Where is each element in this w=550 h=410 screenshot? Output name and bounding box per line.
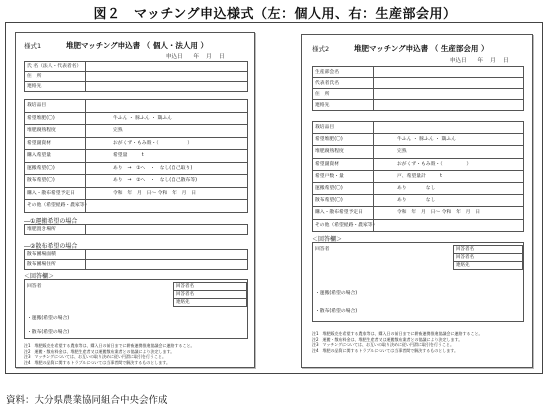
form-row-value: おがくず・もみ殻・（ ） <box>397 161 472 167</box>
form-row-label: 購入・散布希望予定日 <box>315 210 363 216</box>
form-row-label: 散布希望(〇) <box>315 198 343 204</box>
form-row <box>24 162 248 176</box>
column-divider <box>85 82 86 91</box>
form-row-value: 令和 年 月 日～ 令和 年 月 日 <box>397 210 481 216</box>
column-divider <box>373 195 374 206</box>
reply-heading: ＜回答欄＞ <box>312 236 343 243</box>
column-divider <box>373 146 374 157</box>
form-row-label: 氏 名（法人・代表者名） <box>27 64 82 69</box>
column-divider <box>373 183 374 194</box>
right-form <box>301 34 533 368</box>
form-title: 堆肥マッチング申込書 （ 生産部会用 ） <box>354 44 489 53</box>
form-row-label: 希望副資材 <box>27 140 51 146</box>
form-row <box>24 174 248 188</box>
form-row <box>24 224 248 235</box>
form-row-label: 散布希望(〇) <box>27 178 55 183</box>
form-row-value: あり → ①へ ・ なし(自己取り) <box>113 165 193 171</box>
note-line: 注1 堆肥販売を希望する農家等は、購入日の前日までに耕畜連携推進協議会に連絡すること。 <box>312 331 483 336</box>
column-divider <box>373 207 374 218</box>
form-row-label: 堆肥置き場所 <box>27 227 56 232</box>
reply-transport-line: ・運搬(希望の場合) <box>27 316 70 321</box>
form-row-label: 住 所 <box>27 74 42 79</box>
form-row-value: 令和 年 月 日～ 令和 年 月 日 <box>113 190 197 196</box>
column-divider <box>85 163 86 175</box>
section-spread-heading: ―②散布希望の場合 <box>24 243 78 250</box>
note-line: 注2 運搬・散布料金は、堆肥生産者又は運搬散布業者との協議により決定します。 <box>312 336 463 342</box>
form-row-value: あり なし <box>397 186 436 191</box>
reply-contact-label: 回答者名 <box>456 247 474 252</box>
reply-contact-label: 回答者名 <box>176 284 194 289</box>
form-row-label: その他（希望経路・農家等） <box>315 222 378 228</box>
form-row <box>24 137 248 151</box>
form-row-value: 牛ふん ・ 豚ふん ・ 鶏ふん <box>397 137 456 143</box>
form-row <box>312 99 524 111</box>
form-row-label: その他（希望経路・農家等） <box>27 203 90 208</box>
form-label: 様式1 <box>24 42 42 50</box>
column-divider <box>85 62 86 71</box>
form-row-label: 代表者氏名 <box>315 81 339 86</box>
form-row <box>312 219 524 232</box>
form-row-label: 連絡先 <box>315 103 330 108</box>
column-divider <box>85 250 86 259</box>
form-row-label: 運搬希望(〇) <box>315 186 343 191</box>
form-row-value: 完熟 <box>113 128 123 133</box>
reply-contact-label: 連絡先 <box>456 263 470 268</box>
note-line: 注3 マッチングについては、お互いの取り決めに従い円滑に取引を行うこと。 <box>24 354 167 359</box>
column-divider <box>85 72 86 81</box>
form-row-label: 希望戸数・量 <box>315 173 344 179</box>
form-row <box>24 187 248 201</box>
column-divider <box>85 200 86 212</box>
form-row-label: 運搬希望(〇) <box>27 165 55 171</box>
reply-contact-label: 連絡先 <box>176 300 190 305</box>
form-row <box>312 145 524 158</box>
column-divider <box>85 100 86 112</box>
column-divider <box>85 113 86 125</box>
form-row <box>24 149 248 163</box>
note-line: 注1 堆肥販売を希望する農家等は、購入日の前日までに耕畜連携推進協議会に連絡すること。 <box>24 343 195 348</box>
form-row-label: 希望副資材 <box>315 161 339 167</box>
note-line: 注3 マッチングについては、お互いの取り決めに従い円滑に取引を行うこと。 <box>312 342 455 347</box>
note-line: 注2 運搬・散布料金は、堆肥生産者又は運搬散布業者との協議により決定します。 <box>24 348 175 354</box>
form-row-label: 栽培品目 <box>315 125 335 130</box>
reply-transport-line: ・運搬(希望の場合) <box>315 291 358 296</box>
form-row-value: あり → ②へ ・ なし(自己散布等) <box>113 178 198 183</box>
form-row-label: 購入希望量 <box>27 153 51 158</box>
reply-contact-row <box>453 261 523 270</box>
form-row-label: 散布圃場住所 <box>27 262 56 267</box>
form-row-label: 散布圃場面積 <box>27 252 56 257</box>
form-row-label: 生産部会名 <box>315 70 339 75</box>
form-row <box>312 133 524 146</box>
column-divider <box>85 260 86 269</box>
form-row-label: 住 所 <box>315 92 330 97</box>
figure-title: 図２ マッチング申込様式（左：個人用、右：生産部会用） <box>93 7 457 22</box>
column-divider <box>85 138 86 150</box>
form-row <box>312 170 524 183</box>
form-row <box>24 99 248 113</box>
reply-contact-label: 回答者名 <box>176 292 194 297</box>
form-row-label: 連絡先 <box>27 84 42 89</box>
column-divider <box>373 122 374 133</box>
form-row-label: 堆肥腐熟程度 <box>27 128 56 133</box>
form-row-value: 牛ふん ・ 豚ふん ・ 鶏ふん <box>113 115 172 121</box>
reply-org-label: 回答者 <box>27 284 42 289</box>
form-row <box>312 206 524 219</box>
column-divider <box>373 159 374 170</box>
note-line: 注4 堆肥の品質に関するトラブルについては当事者間で解決するものとします。 <box>24 359 170 365</box>
form-row-value: 戸、希望量計 t <box>397 173 443 179</box>
column-divider <box>85 188 86 200</box>
column-divider <box>373 220 374 231</box>
column-divider <box>373 171 374 182</box>
reply-org-label: 回答者 <box>315 247 330 252</box>
reply-box <box>24 279 248 339</box>
application-date: 申込日 年 月 日 <box>450 58 509 64</box>
column-divider <box>85 225 86 234</box>
note-line: 注4 堆肥の品質に関するトラブルについては当事者間で解決するものとします。 <box>312 347 458 353</box>
form-row-value: あり なし <box>397 198 436 204</box>
column-divider <box>373 67 374 77</box>
form-row-label: 栽培品目 <box>27 103 47 108</box>
reply-contact-row <box>173 298 247 307</box>
reply-spread-line: ・散布(希望の場合) <box>315 309 358 314</box>
column-divider <box>373 78 374 88</box>
form-row <box>312 158 524 171</box>
column-divider <box>85 150 86 162</box>
form-row-label: 希望堆肥(〇) <box>315 137 343 143</box>
form-label: 様式2 <box>312 45 330 53</box>
reply-box <box>312 242 524 322</box>
column-divider <box>85 125 86 137</box>
reply-heading: ＜回答欄＞ <box>24 273 55 280</box>
column-divider <box>373 100 374 110</box>
form-row-label: 購入・散布希望予定日 <box>27 190 75 196</box>
form-row-label: 堆肥腐熟程度 <box>315 149 344 155</box>
form-row <box>24 199 248 213</box>
form-row <box>24 112 248 126</box>
left-form <box>15 32 255 368</box>
form-row-value: 完熟 <box>397 149 407 155</box>
column-divider <box>373 134 374 145</box>
form-row <box>24 124 248 138</box>
form-row-value: おがくず・もみ殻・（ ） <box>113 140 193 146</box>
column-divider <box>85 175 86 187</box>
form-row-label: 希望堆肥(〇) <box>27 115 55 121</box>
reply-spread-line: ・散布(希望の場合) <box>27 330 70 335</box>
section-transport-heading: ―①運搬希望の場合 <box>24 218 78 225</box>
form-row <box>24 259 248 270</box>
form-row-value: 希望量 t <box>113 153 144 158</box>
application-date: 申込日 年 月 日 <box>166 54 225 60</box>
column-divider <box>373 89 374 99</box>
reply-contact-label: 回答者名 <box>456 255 474 260</box>
source-caption: 資料：大分県農業協同組合中央会作成 <box>6 395 168 406</box>
form-row <box>24 81 248 92</box>
form-title: 堆肥マッチング申込書 （ 個人・法人用 ） <box>66 41 209 50</box>
form-row <box>312 194 524 207</box>
